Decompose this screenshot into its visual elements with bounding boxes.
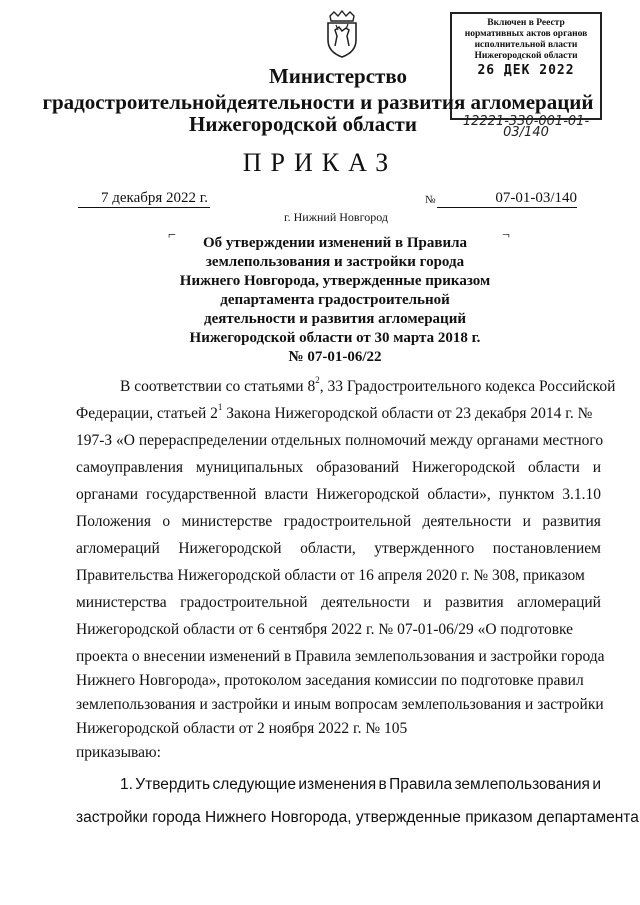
ministry-name-line-1: Министерство <box>268 64 408 88</box>
stamp-line: исполнительной власти <box>474 40 578 50</box>
stamp-registry-number: 12221-330-001-01-03/140 <box>462 114 590 140</box>
paragraph-line: В соответствии со статьями $8^2$, 33 Градостроительного кодекса Российской <box>120 374 616 395</box>
subject-line: деятельности и развития агломераций <box>203 311 466 327</box>
paragraph-line: землепользования и застройки и иным вопросам землепользования и застройки <box>76 696 604 713</box>
paragraph-line: Правительства Нижегородской области от 16 апреля 2020 г. № 308, приказом <box>76 567 585 584</box>
body-paragraph-2 <box>76 645 605 765</box>
paragraph-line: самоуправления муниципальных образований Нижегородской области и <box>76 459 601 476</box>
subject-line: Об утверждении изменений в Правила <box>202 235 468 251</box>
order-date: 7 декабря 2022 г. <box>78 190 210 208</box>
document-title: ПРИКАЗ <box>242 148 398 177</box>
subject-line: департамента градостроительной <box>220 292 450 308</box>
coat-of-arms-icon <box>322 10 362 58</box>
subject-line: Нижнего Новгорода, утвержденные приказом <box>179 273 491 289</box>
order-item-1 <box>76 768 639 834</box>
stamp-date: 26 ДЕК 2022 <box>477 63 575 78</box>
paragraph-line: Нижнего Новгорода», протоколом заседания комиссии по подготовке правил <box>76 672 584 689</box>
paragraph-line: Нижегородской области от 6 сентября 2022 г. № 07-01-06/29 «О подготовке <box>76 621 574 638</box>
body-paragraph-1 <box>76 373 616 643</box>
corner-mark-left: ⌐ <box>168 228 176 243</box>
paragraph-line: застройки города Нижнего Новгорода, утвержденные приказом департамента <box>76 809 639 826</box>
ministry-name-line-2: градостроительнойдеятельности и развития агломераций <box>42 90 594 114</box>
paragraph-line: проекта о внесении изменений в Правила землепользования и застройки города <box>76 648 605 665</box>
order-number-label: № <box>425 194 436 206</box>
order-city: г. Нижний Новгород <box>284 210 388 224</box>
subject-line: землепользования и застройки города <box>205 254 465 270</box>
paragraph-line: агломераций Нижегородской области, утвержденного постановлением <box>76 540 601 557</box>
subject-line: № 07-01-06/22 <box>288 349 382 365</box>
order-subject <box>160 234 510 367</box>
subject-line: Нижегородской области от 30 марта 2018 г. <box>189 330 481 346</box>
paragraph-line: Федерации, статьей $2^1$ Закона Нижегородской области от 23 декабря 2014 г. № <box>76 401 593 422</box>
paragraph-line: Нижегородской области от 2 ноября 2022 г. № 105 <box>76 720 408 737</box>
order-number: 07-01-03/140 <box>437 190 577 208</box>
paragraph-line: 1. Утвердить следующие изменения в Правила землепользования и <box>120 776 601 793</box>
paragraph-line: органами государственной власти Нижегородской области», пунктом 3.1.10 <box>76 486 601 503</box>
stamp-line: нормативных актов органов <box>464 29 588 39</box>
paragraph-line: Положения о министерстве градостроительной деятельности и развития <box>76 513 601 530</box>
stamp-line: Нижегородской области <box>474 51 578 61</box>
corner-mark-right: ¬ <box>502 228 510 243</box>
paragraph-line: 197-З «О перераспределении отдельных полномочий между органами местного <box>76 432 604 449</box>
paragraph-line: министерства градостроительной деятельности и развития агломераций <box>76 594 601 611</box>
stamp-line: Включен в Реестр <box>487 18 565 28</box>
ministry-name-line-3: Нижегородской области <box>189 112 417 136</box>
paragraph-line: приказываю: <box>76 744 161 761</box>
